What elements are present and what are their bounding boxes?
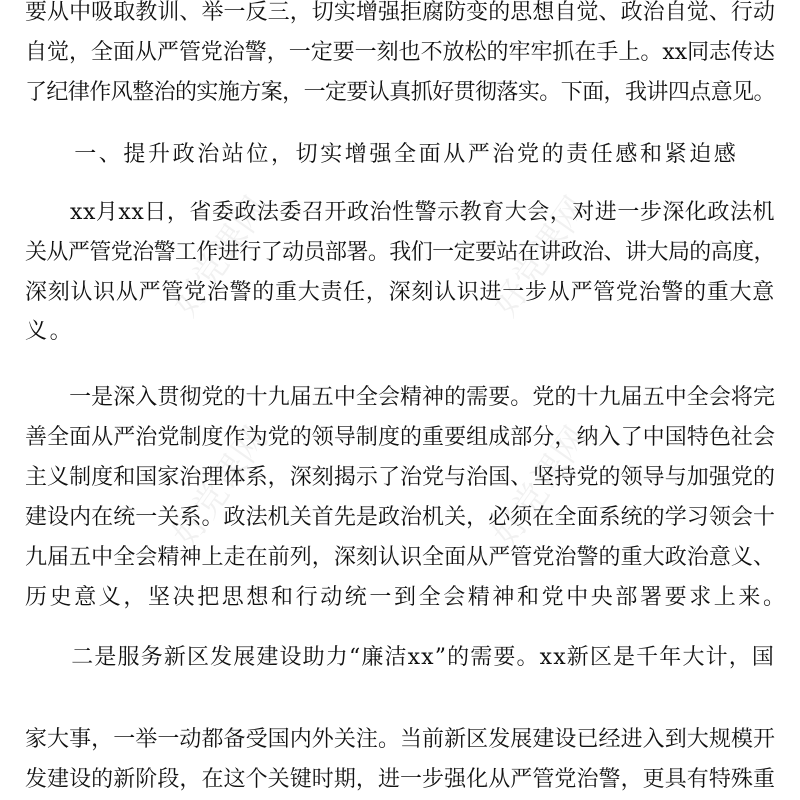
text-line: 了纪律作风整治的实施方案，一定要认真抓好贯彻落实。下面，我讲四点意见。 [25,80,775,105]
text-line: 善全面从严治党制度作为党的领导制度的重要组成部分，纳入了中国特色社会 [25,425,775,450]
text-line: xx月xx日，省委政法委召开政治性警示教育大会，对进一步深化政法机 [25,200,775,225]
watermark-text: 好党课网 [485,189,597,324]
text-line: 建设内在统一关系。政法机关首先是政治机关，必须在全面系统的学习领会十 [25,505,775,530]
text-line: 主义制度和国家治理体系，深刻揭示了治党与治国、坚持党的领导与加强党的 [25,465,775,490]
text-line: 发建设的新阶段，在这个关键时期，进一步强化从严管党治警，更具有特殊重 [25,767,775,792]
text-line: 要从中吸取教训、举一反三，切实增强拒腐防变的思想自觉、政治自觉、行动 [25,0,775,25]
text-line: 义。 [25,319,75,344]
text-line: 关从严管党治警工作进行了动员部署。我们一定要站在讲政治、讲大局的高度， [25,240,775,265]
text-line: 自觉，全面从严管党治警，一定要一刻也不放松的牢牢抓在手上。xx同志传达 [25,40,775,65]
heading-line: 一、提升政治站位，切实增强全面从严治党的责任感和紧迫感 [25,142,739,167]
text-line: 家大事，一举一动都备受国内外关注。当前新区发展建设已经进入到大规模开 [25,727,775,752]
text-line: 二是服务新区发展建设助力“廉洁xx”的需要。xx新区是千年大计，国 [25,645,776,670]
watermark-text: 好党课网 [165,419,277,554]
watermark-text: 好党课网 [485,419,597,554]
watermark-text: 好党课网 [165,189,277,324]
text-line: 历史意义，坚决把思想和行动统一到全会精神和党中央部署要求上来。 [25,585,788,610]
text-line: 一是深入贯彻党的十九届五中全会精神的需要。党的十九届五中全会将完 [25,385,775,410]
text-line: 深刻认识从严管党治警的重大责任，深刻认识进一步从严管党治警的重大意 [25,280,775,305]
text-line: 九届五中全会精神上走在前列，深刻认识全面从严管党治警的重大政治意义、 [25,545,775,570]
